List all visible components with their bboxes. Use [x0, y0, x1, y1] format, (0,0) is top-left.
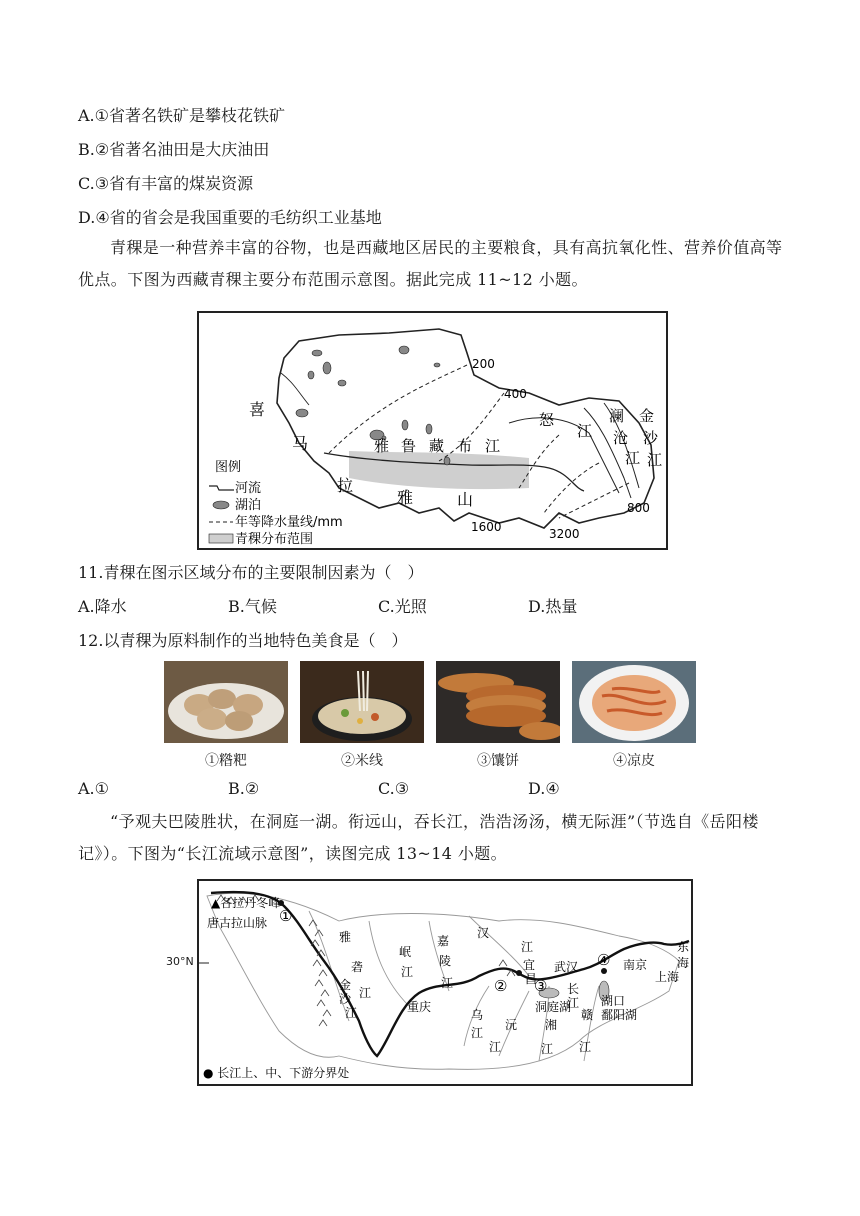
q12-option-c: C.③ [378, 779, 410, 798]
marker-2: ② [494, 977, 508, 995]
label-peak: ▲各拉丹冬峰 [211, 896, 281, 910]
isoline-3200: 3200 [549, 527, 580, 541]
legend-barley: 青稞分布范围 [235, 532, 314, 547]
label-jinsha-3: 江 [345, 1006, 358, 1020]
label-chongqing: 重庆 [407, 1000, 432, 1014]
label-yalong-3: 江 [359, 986, 372, 1000]
isoline-400: 400 [504, 387, 527, 401]
label-lancang-1: 澜 [609, 407, 625, 425]
isoline-800: 800 [627, 501, 650, 515]
label-jinsha-1: 金 [339, 978, 352, 992]
legend-isohyet: 年等降水量线/mm [235, 515, 343, 530]
label-xiang-2: 江 [541, 1042, 554, 1056]
label-lancang-2: 沧 [613, 429, 629, 447]
label-wu-2: 江 [471, 1026, 484, 1040]
label-jinsha-3: 江 [647, 451, 663, 469]
label-jinsha-2: 沙 [643, 429, 659, 447]
label-yarlung-4: 布 [457, 437, 473, 455]
label-changjiang-2: 江 [567, 996, 580, 1010]
label-gan-1: 赣 [581, 1008, 594, 1022]
label-yarlung-5: 江 [485, 437, 501, 455]
label-yichang-1: 宜 [523, 958, 536, 972]
label-ya: 雅 [397, 488, 414, 507]
map2-legend: ● 长江上、中、下游分界处 [203, 1066, 350, 1080]
yangtze-basin-map [197, 879, 693, 1086]
passage-highland-barley: 青稞是一种营养丰富的谷物，也是西藏地区居民的主要粮食，具有高抗氧化性、营养价值高等优点。下图为西藏青稞主要分布范围示意图。据此完成 11~12 小题。 [78, 238, 783, 289]
label-shanghai: 上海 [655, 970, 680, 984]
label-han-1: 汉 [477, 926, 490, 940]
label-jialing-1: 嘉 [437, 934, 450, 948]
label-shan: 山 [457, 490, 474, 509]
q11-option-b: B.气候 [228, 597, 277, 616]
label-wuhan: 武汉 [554, 960, 579, 974]
q11-option-c: C.光照 [378, 597, 427, 616]
q12-option-d: D.④ [528, 779, 560, 798]
tibet-map-svg [199, 313, 666, 548]
caption-cold-noodles: ④凉皮 [613, 753, 655, 769]
caption-rice-noodles: ②米线 [341, 753, 383, 769]
tibet-barley-map [197, 311, 668, 550]
legend-lake: 湖泊 [235, 498, 262, 513]
label-yuan-1: 沅 [505, 1018, 518, 1032]
legend-title: 图例 [215, 460, 242, 475]
caption-tsampa: ①糌粑 [205, 753, 247, 769]
label-yalong-1: 雅 [339, 930, 352, 944]
yangtze-map-svg [199, 881, 691, 1084]
label-yichang-2: 昌 [525, 972, 538, 986]
label-gan-2: 江 [579, 1040, 592, 1054]
photo-rice-noodles [300, 661, 424, 743]
label-yuan-2: 江 [489, 1040, 502, 1054]
q10-option-b: B.②省著名油田是大庆油田 [78, 140, 270, 159]
label-dongting: 洞庭湖 [535, 1000, 572, 1014]
label-jialing-3: 江 [441, 976, 454, 990]
label-yarlung-1: 雅 [374, 437, 390, 455]
label-hukou: 湖口 [601, 994, 626, 1008]
label-wu-1: 乌 [471, 1008, 484, 1022]
marker-3: ③ [534, 977, 548, 995]
isoline-200: 200 [472, 357, 495, 371]
marker-4: ④ [597, 951, 611, 969]
latitude-label: 30°N [166, 955, 194, 968]
passage-yueyang: “予观夫巴陵胜状，在洞庭一湖。衔远山，吞长江，浩浩汤汤，横无际涯”（节选自《岳阳楼记》）。下图为“长江流域示意图”，读图完成 13~14 小题。 [78, 812, 759, 863]
label-han-2: 江 [521, 940, 534, 954]
q11-option-a: A.降水 [78, 597, 127, 616]
label-nu-jiang: 江 [577, 422, 593, 440]
q11-option-d: D.热量 [528, 597, 578, 616]
photo-cold-noodles [572, 661, 696, 743]
label-jinsha-1: 金 [639, 407, 655, 425]
label-changjiang-1: 长 [567, 982, 580, 996]
photo-flatbread [436, 661, 560, 743]
label-tanggula: 唐古拉山脉 [207, 916, 268, 930]
label-donghai-2: 海 [677, 956, 690, 970]
label-jialing-2: 陵 [439, 954, 452, 968]
label-la: 拉 [337, 476, 354, 495]
label-xi: 喜 [249, 400, 266, 419]
photo-tsampa [164, 661, 288, 743]
label-yarlung-2: 鲁 [401, 437, 417, 455]
q12-option-a: A.① [78, 779, 109, 798]
q12-stem: 12.以青稞为原料制作的当地特色美食是（ ） [78, 631, 408, 650]
label-donghai-1: 东 [677, 940, 690, 954]
label-yarlung-3: 藏 [429, 437, 445, 455]
label-nanjing: 南京 [623, 958, 648, 972]
label-jinsha-2: 沙 [339, 992, 352, 1006]
isoline-1600: 1600 [471, 520, 502, 534]
q11-stem: 11.青稞在图示区域分布的主要限制因素为（ ） [78, 563, 424, 582]
label-yalong-2: 砻 [351, 960, 364, 974]
label-lancang-3: 江 [625, 449, 641, 467]
q12-option-b: B.② [228, 779, 260, 798]
marker-1: ① [279, 907, 293, 925]
label-min-1: 岷 [399, 945, 412, 959]
caption-flatbread: ③馕饼 [477, 753, 519, 769]
q10-option-d: D.④省的省会是我国重要的毛纺织工业基地 [78, 208, 382, 227]
q10-option-c: C.③省有丰富的煤炭资源 [78, 174, 254, 193]
label-poyang: 鄱阳湖 [601, 1008, 638, 1022]
label-ma: 马 [292, 434, 309, 453]
label-nu: 怒 [539, 411, 555, 429]
label-xiang-1: 湘 [545, 1018, 558, 1032]
q10-option-a: A.①省著名铁矿是攀枝花铁矿 [78, 106, 285, 125]
legend-river: 河流 [235, 481, 262, 496]
label-min-2: 江 [401, 965, 414, 979]
